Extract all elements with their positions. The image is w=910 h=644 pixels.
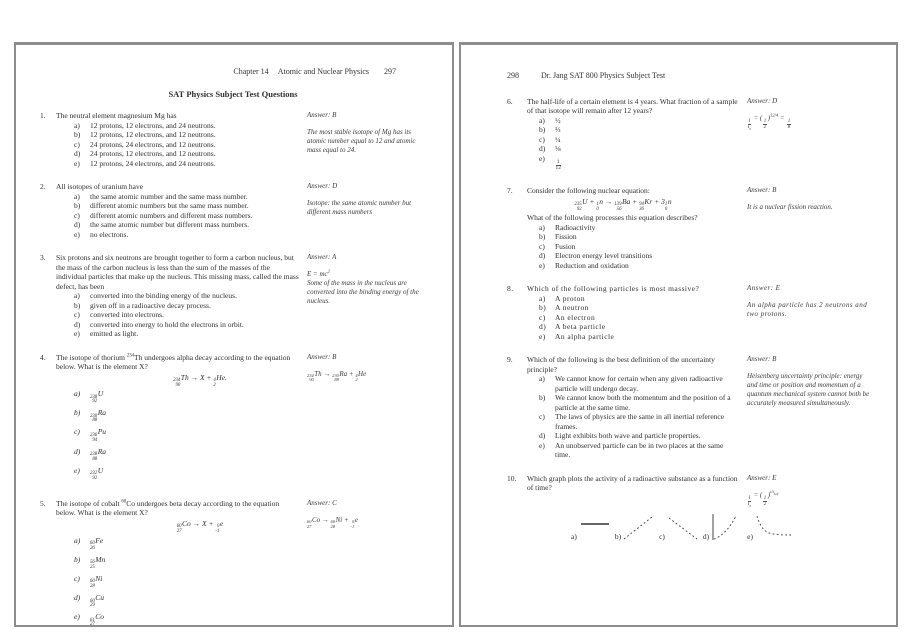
nuclear-equation: 235 92 U + 1 0 n → 139 56 Ba + 94 36 Kr + 3 1 0 n <box>574 196 672 212</box>
answer-column <box>307 111 425 168</box>
option-letter: c) <box>74 310 80 319</box>
option-text: The laws of physics are the same in all inertial reference frames. <box>555 412 725 431</box>
option-text: different atomic numbers and different mass numbers. <box>90 210 253 220</box>
question-7 <box>507 186 896 270</box>
option-row <box>74 555 300 571</box>
option-text: 232 92 U <box>90 465 104 481</box>
option-row <box>74 447 300 463</box>
option-letter: b) <box>539 303 547 313</box>
option-row <box>539 251 739 261</box>
option-letter: b) <box>539 125 546 134</box>
option-letter: e) <box>539 260 545 270</box>
option-row <box>74 320 300 330</box>
option-row <box>74 130 300 140</box>
option-letter: c) <box>539 134 545 144</box>
question-3 <box>40 253 452 339</box>
question-number: 2. <box>40 182 46 191</box>
option-row <box>539 223 739 233</box>
option-text: no electrons. <box>90 229 129 239</box>
question-number: 10. <box>507 473 517 483</box>
answer-column <box>747 97 873 173</box>
option-row <box>539 431 739 441</box>
option-row <box>74 211 300 221</box>
page-header-left <box>40 67 452 77</box>
option-row <box>74 329 300 339</box>
option-text: Radioactivity <box>555 222 596 232</box>
question-8 <box>507 284 896 341</box>
question-stem: Which of the following particles is most massive? <box>527 284 700 294</box>
answer-note: An alpha particle has 2 neutrons and two protons. <box>747 301 868 319</box>
option-row <box>74 159 300 169</box>
section-title: SAT Physics Subject Test Questions <box>168 88 298 99</box>
falling-line-graph-icon <box>666 513 700 541</box>
flat-line-graph-icon <box>578 513 612 541</box>
question-number: 5. <box>40 498 46 508</box>
option-text: 24 protons, 12 electrons, and 12 neutrons. <box>90 149 216 158</box>
option-letter: d) <box>74 319 81 329</box>
option-letter: e) <box>74 229 80 239</box>
option-letter: a) <box>74 191 80 201</box>
answer-note: Heisenberg uncertainty principle: energy and time or position and momentum of a quantum mechanical system cannot both be accurately measured simultaneously. <box>747 372 870 408</box>
option-text: An unobserved particle can be in two places at the same time. <box>555 440 724 460</box>
option-letter: b) <box>539 232 546 242</box>
question-5 <box>40 499 452 631</box>
option-row <box>74 291 300 301</box>
option-text: 60 26 Fe <box>90 535 104 551</box>
option-text: 236 94 Pu <box>90 427 107 443</box>
option-row <box>539 374 739 393</box>
option-letter: e) <box>539 331 546 341</box>
rising-curve-graph-icon <box>710 513 744 541</box>
option-text: 61 27 Co <box>90 612 105 628</box>
option-row <box>539 303 739 313</box>
question-number: 3. <box>40 253 46 262</box>
option-letter: b) <box>74 300 81 310</box>
option-row <box>539 441 739 460</box>
option-row <box>74 230 300 240</box>
option-letter: e) <box>539 440 545 450</box>
option-letter: d) <box>74 220 81 229</box>
chapter-label: Chapter 14 <box>233 67 269 76</box>
option-letter: e) <box>74 612 80 622</box>
option-text: different atomic numbers but the same mass number. <box>90 201 249 210</box>
question-number: 9. <box>507 355 513 365</box>
option-row <box>74 149 300 159</box>
option-letter: a) <box>74 535 81 545</box>
option-row <box>539 135 739 145</box>
option-text: 24 protons, 24 electrons, and 12 neutrons. <box>90 139 216 149</box>
question-stem: All isotopes of uranium have <box>56 182 144 191</box>
option-text: ⅛ <box>555 144 561 153</box>
answer-label: Answer: B <box>747 355 777 364</box>
option-text: Electron energy level transitions <box>555 251 653 261</box>
option-letter: a) <box>74 120 80 130</box>
option-text: An electron <box>555 312 596 322</box>
graph-label: a) <box>571 531 577 541</box>
option-letter: d) <box>539 322 547 332</box>
answer-note: $E = mc^2$ Some of the mass in the nucleus are converted into the binding energy of the nucleus. <box>307 268 419 305</box>
nuclear-equation: 60 27 Co → X + 0 -1 e <box>176 518 224 535</box>
option-row <box>539 144 739 154</box>
option-text: given off in a radioactive decay process. <box>90 300 211 310</box>
option-text: 12 protons, 12 electrons, and 24 neutrons. <box>90 120 216 130</box>
answer-column <box>307 253 425 339</box>
option-text: ⅓ <box>555 125 561 134</box>
graph-label: e) <box>747 531 753 541</box>
option-letter: c) <box>539 241 545 251</box>
option-row <box>74 389 300 405</box>
option-row <box>74 408 300 424</box>
option-row <box>74 301 300 311</box>
answer-label: Answer: E <box>747 473 777 482</box>
option-row <box>74 593 300 609</box>
option-text: 230 88 Ra <box>90 408 107 424</box>
option-letter: d) <box>539 431 546 441</box>
question-9 <box>507 355 896 460</box>
option-text: 238 88 Ra <box>90 446 107 462</box>
option-text: the same atomic number and the same mass number. <box>90 191 248 201</box>
option-text: converted into electrons. <box>90 310 164 319</box>
option-letter: d) <box>539 144 546 153</box>
option-text: 60 28 Ni <box>90 573 103 589</box>
answer-column <box>307 182 425 239</box>
option-text: $\frac{1}{12}$ <box>555 158 561 172</box>
option-row <box>74 466 300 482</box>
answer-label: Answer: C <box>307 498 337 507</box>
answer-label: Answer: B <box>307 352 337 361</box>
answer-column <box>307 353 425 485</box>
question-stem: The neutral element magnesium Mg has <box>56 111 177 120</box>
question-stem: Which of the following is the best definition of the uncertainty principle? <box>527 355 715 374</box>
graph-label: c) <box>659 531 665 541</box>
answer-label: Answer: A <box>307 253 337 261</box>
option-letter: a) <box>539 222 545 232</box>
graph-answer-choices <box>571 513 896 541</box>
option-row <box>539 261 739 271</box>
question-4 <box>40 353 452 485</box>
option-text: A proton <box>555 293 586 303</box>
nuclear-equation: 234 90 Th → X + 4 2 He. <box>173 372 227 388</box>
option-letter: e) <box>74 329 80 338</box>
option-row <box>539 332 739 342</box>
chapter-title: Atomic and Nuclear Physics <box>277 67 369 76</box>
option-row <box>539 242 739 252</box>
question-10 <box>507 474 896 542</box>
option-letter: c) <box>74 139 80 149</box>
question-number: 7. <box>507 186 513 196</box>
option-text: ¼ <box>555 134 561 144</box>
question-stem: Six protons and six neutrons are brought together to form a carbon nucleus, but the mass of the carbon nucleus is less than the sum of the masses of the individual particles that make up the nucleus. This missing mass, called the mass defect, has been <box>56 253 299 291</box>
question-stem: Which graph plots the activity of a radioactive substance as a function of time? <box>527 473 738 493</box>
question-stem: The half-life of a certain element is 4 years. What fraction of a sample of that isotope will remain after 12 years? <box>527 96 738 115</box>
question-stem: The isotope of cobalt $^{60}$Co undergoes beta decay according to the equation below. What is the element X? <box>56 498 280 518</box>
option-letter: a) <box>539 374 545 384</box>
option-text: Fusion <box>555 241 576 251</box>
graph-option-e <box>747 513 794 541</box>
option-letter: e) <box>74 158 80 168</box>
option-text: converted into the binding energy of the nucleus. <box>90 291 237 300</box>
decay-curve-graph-icon <box>754 513 794 541</box>
option-row <box>74 140 300 150</box>
option-letter: d) <box>74 149 81 158</box>
option-row <box>74 121 300 131</box>
answer-column <box>747 186 873 270</box>
option-text: 12 protons, 12 electrons, and 12 neutrons. <box>90 130 216 139</box>
option-row <box>74 612 300 628</box>
option-letter: b) <box>74 554 81 564</box>
option-row <box>74 220 300 230</box>
question-stem: Consider the following nuclear equation: <box>527 186 650 196</box>
option-text: emitted as light. <box>90 329 139 338</box>
question-1 <box>40 111 452 168</box>
option-letter: a) <box>74 291 80 300</box>
option-row <box>539 313 739 323</box>
graph-label: b) <box>614 531 622 541</box>
question-number: 4. <box>40 352 46 362</box>
answer-note: It is a nuclear fission reaction. <box>747 203 833 212</box>
option-text: converted into energy to hold the electrons in orbit. <box>90 319 244 329</box>
option-text: A neutron <box>555 303 589 313</box>
option-row <box>74 536 300 552</box>
option-letter: a) <box>539 293 546 303</box>
option-text: the same atomic number but different mass numbers. <box>90 220 249 229</box>
page-left <box>14 42 454 627</box>
answer-label: Answer: B <box>307 111 337 119</box>
option-row <box>539 294 739 304</box>
option-letter: d) <box>539 251 546 261</box>
page-header-right <box>507 71 896 81</box>
option-text: Reduction and oxidation <box>555 260 629 270</box>
answer-label: Answer: B <box>747 186 777 195</box>
page-number: 297 <box>384 67 396 76</box>
option-letter: c) <box>539 412 545 422</box>
option-text: 12 protons, 24 electrons, and 24 neutrons. <box>90 158 216 168</box>
graph-option-a <box>571 513 612 541</box>
option-letter: c) <box>74 427 80 437</box>
option-letter: c) <box>539 312 546 322</box>
question-6 <box>507 97 896 173</box>
option-letter: a) <box>539 115 545 125</box>
answer-note: $\frac{I}{I_0}$ = ( $\frac{1}{2}$ )$^{t/t_{half}}$ <box>747 489 779 509</box>
option-letter: e) <box>539 153 545 163</box>
option-letter: b) <box>539 393 546 403</box>
option-letter: c) <box>74 573 80 583</box>
option-row <box>539 125 739 135</box>
option-text: A beta particle <box>555 322 606 332</box>
option-row <box>539 412 739 431</box>
option-text: An alpha particle <box>555 331 615 341</box>
page-right <box>459 42 898 627</box>
option-row <box>539 232 739 242</box>
answer-column <box>747 355 873 460</box>
option-text: Light exhibits both wave and particle properties. <box>555 431 701 441</box>
graph-option-d <box>703 513 744 541</box>
option-letter: a) <box>74 389 81 399</box>
answer-note: Isotope: the same atomic number but different mass numbers <box>307 199 412 216</box>
graph-label: d) <box>702 531 710 541</box>
option-letter: b) <box>74 130 81 139</box>
option-row <box>539 393 739 412</box>
rising-line-graph-icon <box>622 513 656 541</box>
answer-column <box>307 499 425 631</box>
answer-note: 234 90 Th → 230 88 Ra + 4 2 He <box>307 369 367 383</box>
option-letter: b) <box>74 408 81 418</box>
option-text: 60 29 Cu <box>90 593 105 609</box>
option-text: 56 25 Mn <box>90 554 106 570</box>
option-text: ½ <box>555 115 561 125</box>
option-text: Fission <box>555 232 577 242</box>
option-row <box>74 310 300 320</box>
option-row <box>74 192 300 202</box>
option-letter: d) <box>74 593 81 603</box>
question-number: 8. <box>507 284 514 294</box>
option-row <box>539 322 739 332</box>
answer-note: The most stable isotope of Mg has its atomic number equal to 12 and atomic mass equal to 24. <box>307 128 416 154</box>
book-title: Dr. Jang SAT 800 Physics Subject Test <box>541 71 666 80</box>
answer-column <box>747 284 873 341</box>
option-letter: d) <box>74 446 81 456</box>
answer-label: Answer: D <box>747 96 778 105</box>
option-row <box>74 574 300 590</box>
option-row <box>539 116 739 126</box>
question-stem-2: What of the following processes this equation describes? <box>527 213 698 223</box>
option-text: We cannot know both the momentum and the position of a particle at the same time. <box>555 393 731 412</box>
question-2 <box>40 182 452 239</box>
graph-option-b <box>615 513 656 541</box>
option-row <box>74 201 300 211</box>
option-letter: c) <box>74 210 80 220</box>
answer-note: 60 27 Co → 60 28 Ni + 0 -1 e <box>307 515 358 529</box>
answer-note: $\frac{I}{I_0}$ = ( $\frac{1}{2}$ )$^{12/4}$ = $\frac{1}{8}$ <box>747 112 791 131</box>
option-row <box>74 427 300 443</box>
option-letter: e) <box>74 465 80 475</box>
option-letter: b) <box>74 201 81 210</box>
option-row <box>539 154 739 173</box>
question-number: 1. <box>40 111 46 120</box>
graph-option-c <box>659 513 700 541</box>
option-text: 238 92 U <box>90 389 104 405</box>
answer-label: Answer: E <box>747 284 781 293</box>
answer-column <box>747 474 873 508</box>
question-stem: The isotope of thorium $^{234}$Th undergoes alpha decay according to the equation below. What is the element X? <box>56 352 291 371</box>
page-number: 298 <box>507 71 519 80</box>
question-number: 6. <box>507 96 513 106</box>
answer-label: Answer: D <box>307 182 338 190</box>
option-text: We cannot know for certain when any given radioactive particle will undergo decay. <box>555 374 723 393</box>
